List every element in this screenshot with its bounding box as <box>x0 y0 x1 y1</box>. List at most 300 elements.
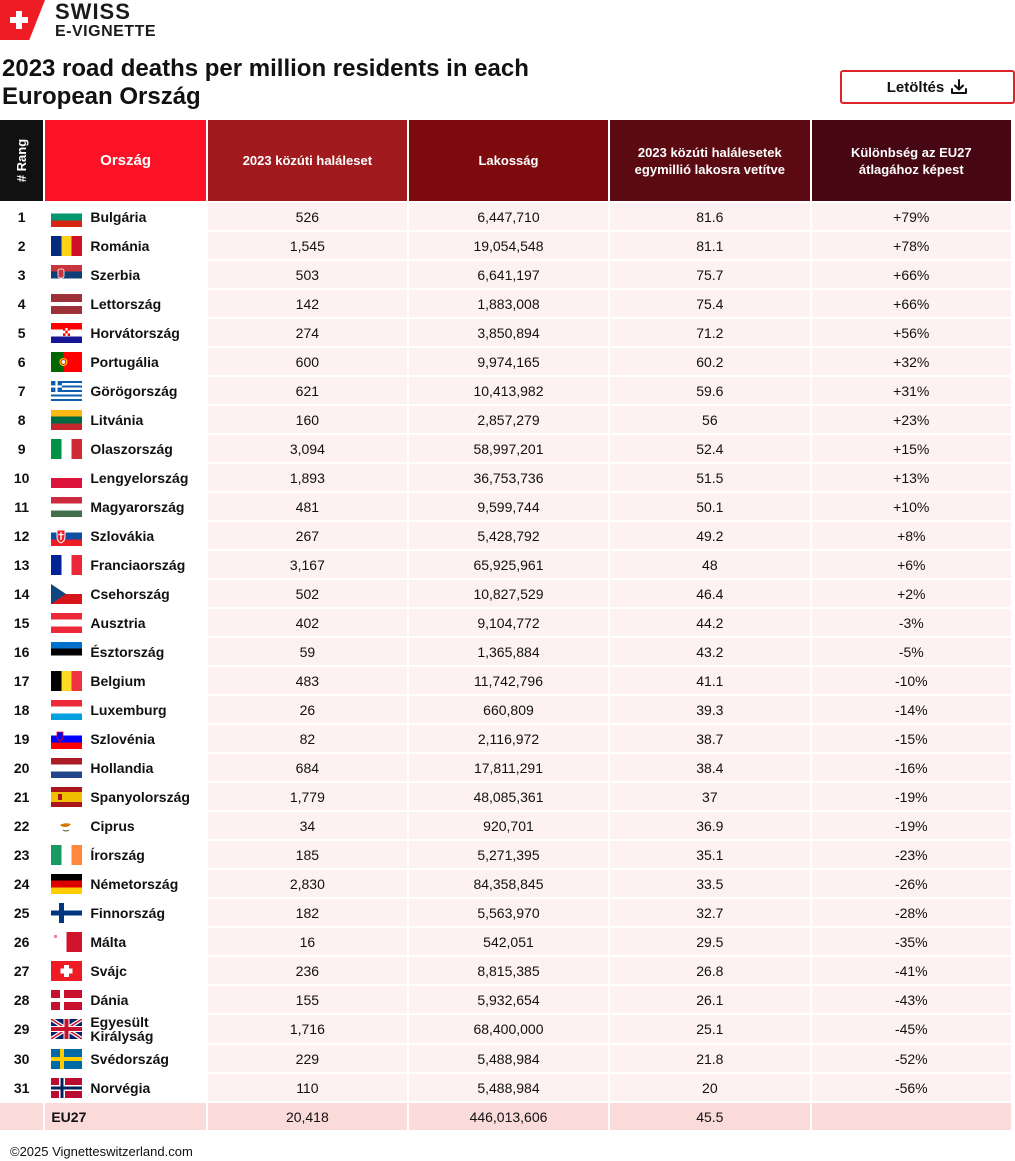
country-cell <box>45 636 206 665</box>
table-row <box>0 404 1011 433</box>
be-flag-icon <box>51 671 82 691</box>
population-cell: 542,051 <box>409 926 608 955</box>
hr-flag-icon <box>51 323 82 343</box>
country-name: Málta <box>90 933 127 950</box>
rank-cell: 2 <box>0 230 43 259</box>
deaths-cell: 1,893 <box>208 462 407 491</box>
diff-cell: -5% <box>812 636 1011 665</box>
deaths-cell: 600 <box>208 346 407 375</box>
country-cell <box>45 694 206 723</box>
per-million-cell: 71.2 <box>610 317 809 346</box>
country-cell <box>45 1043 206 1072</box>
deaths-cell: 185 <box>208 839 407 868</box>
population-cell: 10,827,529 <box>409 578 608 607</box>
table-row <box>0 752 1011 781</box>
diff-cell: -41% <box>812 955 1011 984</box>
table-row <box>0 288 1011 317</box>
deaths-cell: 1,545 <box>208 230 407 259</box>
country-cell <box>45 578 206 607</box>
per-million-cell: 38.7 <box>610 723 809 752</box>
rank-cell: 8 <box>0 404 43 433</box>
deaths-cell: 34 <box>208 810 407 839</box>
population-cell: 5,563,970 <box>409 897 608 926</box>
per-million-cell: 21.8 <box>610 1043 809 1072</box>
rank-cell: 3 <box>0 259 43 288</box>
country-name: Ciprus <box>90 817 135 834</box>
gr-flag-icon <box>51 381 82 401</box>
table-row <box>0 259 1011 288</box>
country-name: Litvánia <box>90 411 144 428</box>
rank-cell: 23 <box>0 839 43 868</box>
table-row <box>0 375 1011 404</box>
deaths-cell: 402 <box>208 607 407 636</box>
country-name: Spanyolország <box>90 788 190 805</box>
population-cell: 9,599,744 <box>409 491 608 520</box>
population-cell: 6,447,710 <box>409 201 608 230</box>
population-cell: 660,809 <box>409 694 608 723</box>
per-million-cell: 46.4 <box>610 578 809 607</box>
header-population: Lakosság <box>409 120 608 201</box>
country-name: Észtország <box>90 643 165 660</box>
country-name: Szerbia <box>90 266 141 283</box>
ie-flag-icon <box>51 845 82 865</box>
rank-cell: 13 <box>0 549 43 578</box>
cz-flag-icon <box>51 584 82 604</box>
country-cell <box>45 984 206 1013</box>
it-flag-icon <box>51 439 82 459</box>
country-cell <box>45 462 206 491</box>
country-cell <box>45 259 206 288</box>
country-cell <box>45 288 206 317</box>
pt-flag-icon <box>51 352 82 372</box>
deaths-cell: 26 <box>208 694 407 723</box>
country-cell <box>45 491 206 520</box>
page-title: 2023 road deaths per million residents in each European Ország <box>2 55 529 110</box>
country-name: Horvátország <box>90 324 180 341</box>
deaths-cell: 142 <box>208 288 407 317</box>
table-row <box>0 462 1011 491</box>
population-cell: 5,488,984 <box>409 1072 608 1101</box>
table-row <box>0 781 1011 810</box>
header-diff: Különbség az EU27 átlagához képest <box>812 120 1011 201</box>
per-million-cell: 75.7 <box>610 259 809 288</box>
diff-cell: -45% <box>812 1013 1011 1043</box>
diff-cell: +10% <box>812 491 1011 520</box>
table-row <box>0 839 1011 868</box>
bg-flag-icon <box>51 207 82 227</box>
rank-cell: 7 <box>0 375 43 404</box>
country-cell <box>45 433 206 462</box>
hu-flag-icon <box>51 497 82 517</box>
country-name: Lettország <box>90 295 162 312</box>
rank-cell: 20 <box>0 752 43 781</box>
table-row <box>0 1013 1011 1043</box>
country-cell <box>45 607 206 636</box>
brand-logo[interactable] <box>0 0 156 40</box>
diff-cell: +2% <box>812 578 1011 607</box>
rank-cell: 5 <box>0 317 43 346</box>
per-million-cell: 20 <box>610 1072 809 1101</box>
per-million-cell: 39.3 <box>610 694 809 723</box>
per-million-cell: 56 <box>610 404 809 433</box>
sk-flag-icon <box>51 526 82 546</box>
deaths-cell: 621 <box>208 375 407 404</box>
country-cell <box>45 201 206 230</box>
diff-cell: -23% <box>812 839 1011 868</box>
deaths-cell: 503 <box>208 259 407 288</box>
per-million-cell: 50.1 <box>610 491 809 520</box>
diff-cell: +78% <box>812 230 1011 259</box>
country-cell <box>45 520 206 549</box>
table-row <box>0 665 1011 694</box>
country-cell <box>45 1072 206 1101</box>
population-cell: 19,054,548 <box>409 230 608 259</box>
diff-cell: +6% <box>812 549 1011 578</box>
table-row <box>0 201 1011 230</box>
diff-cell: -52% <box>812 1043 1011 1072</box>
deaths-cell: 110 <box>208 1072 407 1101</box>
lv-flag-icon <box>51 294 82 314</box>
rank-cell: 9 <box>0 433 43 462</box>
deaths-cell: 267 <box>208 520 407 549</box>
country-cell <box>45 375 206 404</box>
gb-flag-icon <box>51 1019 82 1039</box>
country-cell <box>45 868 206 897</box>
deaths-cell: 2,830 <box>208 868 407 897</box>
population-cell: 68,400,000 <box>409 1013 608 1043</box>
per-million-cell: 33.5 <box>610 868 809 897</box>
population-cell: 58,997,201 <box>409 433 608 462</box>
country-name: Franciaország <box>90 556 186 573</box>
diff-cell: +31% <box>812 375 1011 404</box>
country-name: Csehország <box>90 585 170 602</box>
rank-cell: 18 <box>0 694 43 723</box>
per-million-cell: 38.4 <box>610 752 809 781</box>
diff-cell: +8% <box>812 520 1011 549</box>
deaths-cell: 684 <box>208 752 407 781</box>
total-population-cell: 446,013,606 <box>409 1101 608 1130</box>
country-name: Németország <box>90 875 179 892</box>
per-million-cell: 51.5 <box>610 462 809 491</box>
per-million-cell: 36.9 <box>610 810 809 839</box>
table-row <box>0 317 1011 346</box>
population-cell: 5,271,395 <box>409 839 608 868</box>
diff-cell: -56% <box>812 1072 1011 1101</box>
population-cell: 36,753,736 <box>409 462 608 491</box>
population-cell: 17,811,291 <box>409 752 608 781</box>
de-flag-icon <box>51 874 82 894</box>
population-cell: 920,701 <box>409 810 608 839</box>
diff-cell: -28% <box>812 897 1011 926</box>
table-row <box>0 694 1011 723</box>
rank-cell: 27 <box>0 955 43 984</box>
rank-cell: 11 <box>0 491 43 520</box>
country-cell <box>45 665 206 694</box>
diff-cell: +56% <box>812 317 1011 346</box>
rank-cell: 15 <box>0 607 43 636</box>
deaths-cell: 1,716 <box>208 1013 407 1043</box>
country-name: Svájc <box>90 962 127 979</box>
country-cell <box>45 955 206 984</box>
country-name: Dánia <box>90 991 129 1008</box>
table-row <box>0 578 1011 607</box>
dk-flag-icon <box>51 990 82 1010</box>
download-label: Letöltés <box>886 78 945 96</box>
country-name: Finnország <box>90 904 166 921</box>
population-cell: 5,488,984 <box>409 1043 608 1072</box>
total-label-cell: EU27 <box>45 1101 206 1130</box>
country-name: Lengyelország <box>90 469 189 486</box>
per-million-cell: 75.4 <box>610 288 809 317</box>
country-cell <box>45 810 206 839</box>
brand-line2: E-VIGNETTE <box>55 22 157 40</box>
rank-cell: 26 <box>0 926 43 955</box>
fr-flag-icon <box>51 555 82 575</box>
total-rank-cell <box>0 1101 43 1130</box>
at-flag-icon <box>51 613 82 633</box>
table-row <box>0 636 1011 665</box>
rank-cell: 29 <box>0 1013 43 1043</box>
population-cell: 5,428,792 <box>409 520 608 549</box>
rank-cell: 25 <box>0 897 43 926</box>
diff-cell: -16% <box>812 752 1011 781</box>
header-rank: # Rang <box>0 120 43 201</box>
fi-flag-icon <box>51 903 82 923</box>
country-name: Portugália <box>90 353 159 370</box>
si-flag-icon <box>51 729 82 749</box>
per-million-cell: 43.2 <box>610 636 809 665</box>
country-name: Írország <box>90 846 145 863</box>
deaths-cell: 526 <box>208 201 407 230</box>
per-million-cell: 26.8 <box>610 955 809 984</box>
diff-cell: -19% <box>812 810 1011 839</box>
ro-flag-icon <box>51 236 82 256</box>
table-row <box>0 491 1011 520</box>
rank-cell: 30 <box>0 1043 43 1072</box>
table-row <box>0 346 1011 375</box>
rank-cell: 19 <box>0 723 43 752</box>
population-cell: 48,085,361 <box>409 781 608 810</box>
cy-flag-icon <box>51 816 82 836</box>
diff-cell: -10% <box>812 665 1011 694</box>
deaths-cell: 82 <box>208 723 407 752</box>
country-name: Norvégia <box>90 1079 151 1096</box>
population-cell: 6,641,197 <box>409 259 608 288</box>
country-name: Svédország <box>90 1050 169 1067</box>
country-cell <box>45 230 206 259</box>
deaths-cell: 236 <box>208 955 407 984</box>
per-million-cell: 44.2 <box>610 607 809 636</box>
total-deaths-cell: 20,418 <box>208 1101 407 1130</box>
population-cell: 2,857,279 <box>409 404 608 433</box>
diff-cell: +66% <box>812 288 1011 317</box>
country-name: Szlovákia <box>90 527 155 544</box>
deaths-cell: 182 <box>208 897 407 926</box>
header-deaths: 2023 közúti haláleset <box>208 120 407 201</box>
rank-cell: 28 <box>0 984 43 1013</box>
table-row <box>0 520 1011 549</box>
deaths-cell: 3,094 <box>208 433 407 462</box>
se-flag-icon <box>51 1049 82 1069</box>
table-header-row <box>0 120 1011 201</box>
lt-flag-icon <box>51 410 82 430</box>
population-cell: 1,883,008 <box>409 288 608 317</box>
rs-flag-icon <box>51 265 82 285</box>
deaths-cell: 160 <box>208 404 407 433</box>
country-cell <box>45 839 206 868</box>
copyright-footer: ©2025 Vignetteswitzerland.com <box>10 1144 193 1159</box>
road-deaths-table <box>0 120 1013 1130</box>
table-row <box>0 984 1011 1013</box>
per-million-cell: 35.1 <box>610 839 809 868</box>
population-cell: 9,104,772 <box>409 607 608 636</box>
table-row <box>0 1072 1011 1101</box>
country-cell <box>45 926 206 955</box>
rank-cell: 10 <box>0 462 43 491</box>
population-cell: 10,413,982 <box>409 375 608 404</box>
mt-flag-icon <box>51 932 82 952</box>
country-name: Belgium <box>90 672 146 689</box>
population-cell: 65,925,961 <box>409 549 608 578</box>
rank-cell: 6 <box>0 346 43 375</box>
download-button[interactable] <box>840 70 1015 104</box>
population-cell: 2,116,972 <box>409 723 608 752</box>
country-cell <box>45 549 206 578</box>
deaths-cell: 1,779 <box>208 781 407 810</box>
country-cell <box>45 752 206 781</box>
per-million-cell: 25.1 <box>610 1013 809 1043</box>
diff-cell: +13% <box>812 462 1011 491</box>
rank-cell: 24 <box>0 868 43 897</box>
total-per-million-cell: 45.5 <box>610 1101 809 1130</box>
rank-cell: 31 <box>0 1072 43 1101</box>
country-name: Románia <box>90 237 150 254</box>
per-million-cell: 52.4 <box>610 433 809 462</box>
table-row <box>0 955 1011 984</box>
country-name: Hollandia <box>90 759 154 776</box>
ee-flag-icon <box>51 642 82 662</box>
diff-cell: -26% <box>812 868 1011 897</box>
nl-flag-icon <box>51 758 82 778</box>
total-diff-cell <box>812 1101 1011 1130</box>
table-row <box>0 433 1011 462</box>
per-million-cell: 48 <box>610 549 809 578</box>
diff-cell: -15% <box>812 723 1011 752</box>
table-row <box>0 723 1011 752</box>
download-icon <box>950 78 968 96</box>
rank-cell: 21 <box>0 781 43 810</box>
diff-cell: -43% <box>812 984 1011 1013</box>
deaths-cell: 59 <box>208 636 407 665</box>
country-name: Egyesült Királyság <box>90 1014 154 1044</box>
per-million-cell: 29.5 <box>610 926 809 955</box>
per-million-cell: 37 <box>610 781 809 810</box>
diff-cell: +66% <box>812 259 1011 288</box>
country-cell <box>45 404 206 433</box>
rank-cell: 16 <box>0 636 43 665</box>
deaths-cell: 229 <box>208 1043 407 1072</box>
country-name: Luxemburg <box>90 701 167 718</box>
population-cell: 3,850,894 <box>409 317 608 346</box>
country-name: Magyarország <box>90 498 185 515</box>
deaths-cell: 274 <box>208 317 407 346</box>
per-million-cell: 60.2 <box>610 346 809 375</box>
diff-cell: +23% <box>812 404 1011 433</box>
no-flag-icon <box>51 1078 82 1098</box>
table-row <box>0 810 1011 839</box>
country-name: Bulgária <box>90 208 147 225</box>
country-name: Ausztria <box>90 614 146 631</box>
table-row <box>0 926 1011 955</box>
diff-cell: -35% <box>812 926 1011 955</box>
table-row <box>0 607 1011 636</box>
rank-cell: 17 <box>0 665 43 694</box>
deaths-cell: 502 <box>208 578 407 607</box>
per-million-cell: 81.1 <box>610 230 809 259</box>
country-cell <box>45 781 206 810</box>
deaths-cell: 155 <box>208 984 407 1013</box>
population-cell: 8,815,385 <box>409 955 608 984</box>
es-flag-icon <box>51 787 82 807</box>
country-cell <box>45 1013 206 1043</box>
diff-cell: +32% <box>812 346 1011 375</box>
country-name: Olaszország <box>90 440 173 457</box>
country-cell <box>45 723 206 752</box>
diff-cell: +79% <box>812 201 1011 230</box>
rank-cell: 1 <box>0 201 43 230</box>
table-row <box>0 549 1011 578</box>
deaths-cell: 3,167 <box>208 549 407 578</box>
header-per-million: 2023 közúti halálesetek egymillió lakosra vetítve <box>610 120 809 201</box>
table-row <box>0 230 1011 259</box>
deaths-cell: 16 <box>208 926 407 955</box>
population-cell: 9,974,165 <box>409 346 608 375</box>
diff-cell: -3% <box>812 607 1011 636</box>
swiss-cross-icon <box>0 0 45 40</box>
header-country: Ország <box>45 120 206 201</box>
rank-cell: 14 <box>0 578 43 607</box>
brand-line1: SWISS <box>55 0 131 24</box>
rank-cell: 22 <box>0 810 43 839</box>
table-row <box>0 897 1011 926</box>
country-name: Szlovénia <box>90 730 155 747</box>
diff-cell: -19% <box>812 781 1011 810</box>
per-million-cell: 41.1 <box>610 665 809 694</box>
population-cell: 5,932,654 <box>409 984 608 1013</box>
country-cell <box>45 317 206 346</box>
table-row <box>0 1043 1011 1072</box>
per-million-cell: 32.7 <box>610 897 809 926</box>
pl-flag-icon <box>51 468 82 488</box>
table-row <box>0 868 1011 897</box>
deaths-cell: 483 <box>208 665 407 694</box>
ch-flag-icon <box>51 961 82 981</box>
deaths-cell: 481 <box>208 491 407 520</box>
diff-cell: -14% <box>812 694 1011 723</box>
per-million-cell: 59.6 <box>610 375 809 404</box>
country-cell <box>45 897 206 926</box>
per-million-cell: 81.6 <box>610 201 809 230</box>
country-cell <box>45 346 206 375</box>
lu-flag-icon <box>51 700 82 720</box>
per-million-cell: 49.2 <box>610 520 809 549</box>
population-cell: 1,365,884 <box>409 636 608 665</box>
population-cell: 84,358,845 <box>409 868 608 897</box>
population-cell: 11,742,796 <box>409 665 608 694</box>
country-name: Görögország <box>90 382 178 399</box>
total-row <box>0 1101 1011 1130</box>
per-million-cell: 26.1 <box>610 984 809 1013</box>
